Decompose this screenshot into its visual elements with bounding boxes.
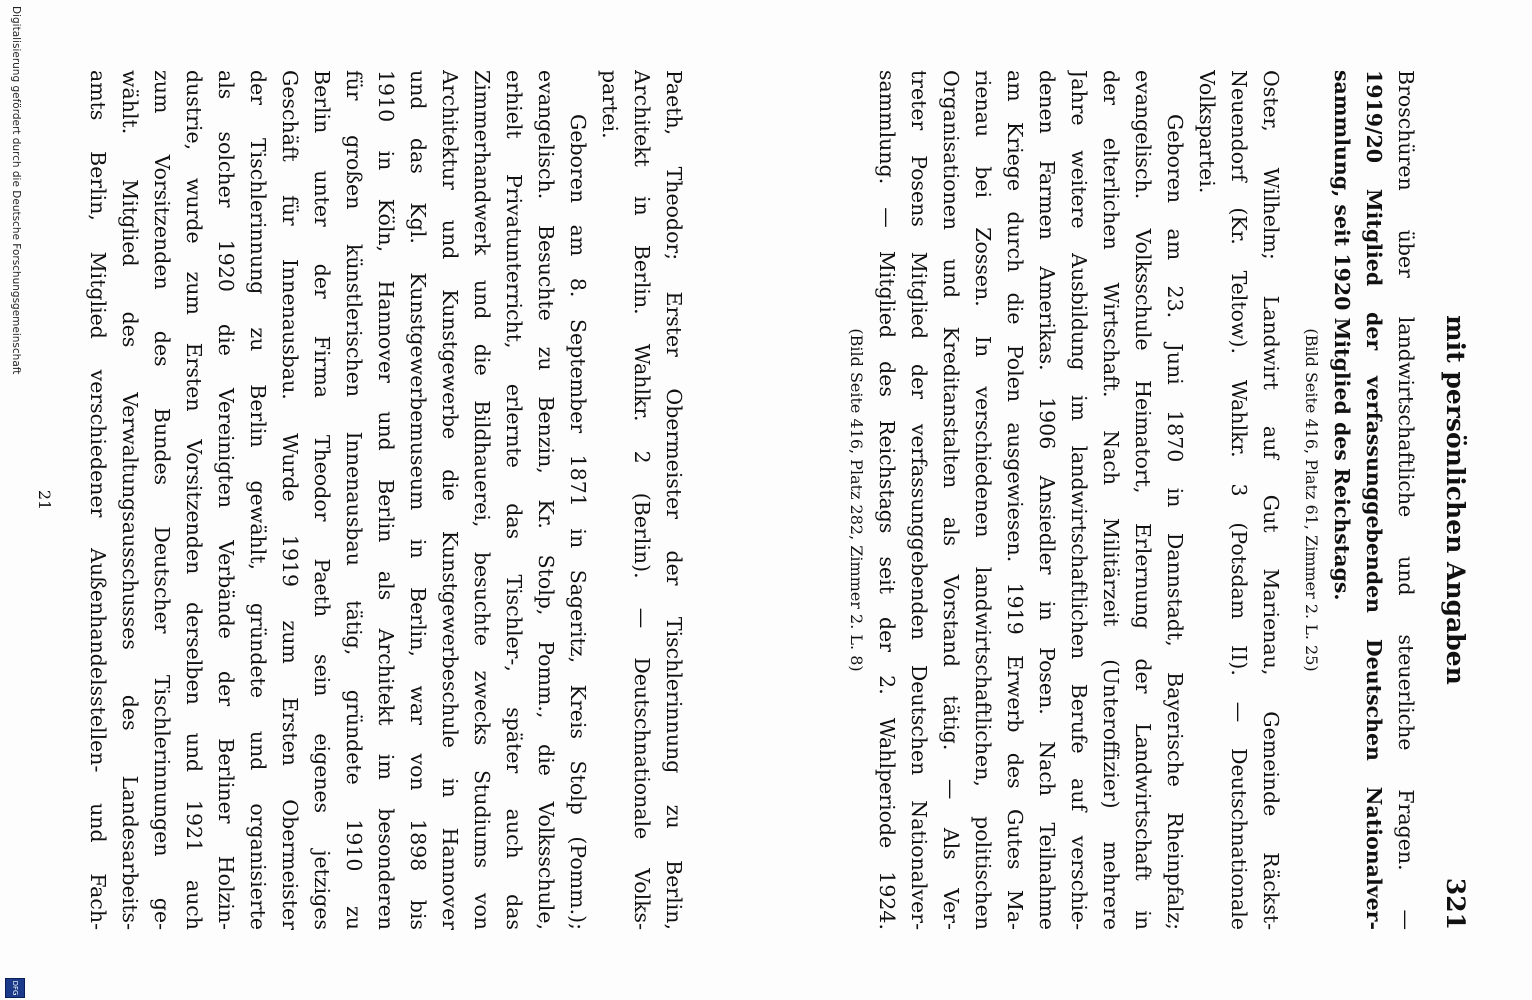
entry-heading-line: Neuendorf (Kr. Teltow). Wahlkr. 3 (Potsdam II). — Deutschnationale: [1227, 70, 1251, 930]
entry-body-line: Jahre weitere Ausbildung im landwirtschaftlichen Berufe auf verschie-: [1067, 70, 1091, 930]
entry-body-line: Geboren am 8. September 1871 in Sageritz, Kreis Stolp (Pomm.);: [566, 114, 590, 930]
entry-line: 1919/20 Mitglied der verfassunggebenden Deutschen Nationalver-: [1362, 70, 1386, 930]
entry-body-line: Organisationen und Kreditanstalten als Vorstand tätig. — Als Ver-: [939, 70, 963, 930]
page-number: 321: [1441, 877, 1470, 930]
image-reference: (Bild Seite 416, Platz 282, Zimmer 2. L. 8): [847, 328, 866, 672]
entry-body-line: 1910 in Köln, Hannover und Berlin als Architekt im besonderen: [374, 70, 398, 930]
entry-body-line: der elterlichen Wirtschaft. Nach Militärzeit (Unteroffizier) mehrere: [1099, 70, 1123, 930]
entry-body-line: Architektur und Kunstgewerbe die Kunstgewerbeschule in Hannover: [438, 70, 462, 930]
entry-heading-line: Oster, Wilhelm; Landwirt auf Gut Marienau, Gemeinde Räckst-: [1259, 70, 1283, 930]
entry-body-line: evangelisch. Volksschule Heimatort, Erlernung der Landwirtschaft in: [1131, 70, 1155, 930]
entry-heading-line: Volkspartei.: [1195, 70, 1219, 194]
entry-heading-line: partei.: [598, 70, 622, 139]
entry-body-line: erhielt Privatunterricht, erlernte das Tischler-, später auch das: [502, 70, 526, 930]
entry-body-line: als solcher 1920 die Vereinigten Verbände der Berliner Holzin-: [214, 70, 238, 930]
digitization-footer: [0, 0, 30, 1000]
entry-body-line: evangelisch. Besuchte zu Benzin, Kr. Stolp, Pomm., die Volksschule,: [534, 70, 558, 930]
entry-body-line: treter Posens Mitglied der verfassunggebenden Deutschen Nationalver-: [907, 70, 931, 930]
entry-line: Broschüren über landwirtschaftliche und steuerliche Fragen. —: [1394, 70, 1418, 930]
entry-paeth: [82, 70, 690, 930]
running-title: mit persönlichen Angaben: [1441, 315, 1470, 685]
digitization-credit: Digitalisierung gefördert durch die Deutsche Forschungsgemeinschaft: [10, 6, 22, 375]
entry-body-line: wählt. Mitglied des Verwaltungsausschusses des Landesarbeits-: [118, 70, 142, 930]
entry-body-line: amts Berlin, Mitglied verschiedener Außenhandelsstellen- und Fach-: [86, 70, 110, 930]
entry-body-line: dustrie, wurde zum Ersten Vorsitzenden derselben und 1921 auch: [182, 70, 206, 930]
entry-body-line: Geboren am 23. Juni 1870 in Dannstadt, Bayerische Rheinpfalz;: [1163, 114, 1187, 930]
entry-body: [871, 70, 1191, 930]
entry-body-line: am Kriege durch die Polen ausgewiesen. 1919 Erwerb des Gutes Ma-: [1003, 70, 1027, 930]
entry-oster: [843, 70, 1287, 930]
dfg-logo-icon: DFG: [5, 978, 25, 998]
folio-number: 21: [35, 489, 54, 511]
entry-continuation: [1298, 70, 1422, 930]
entry-line: sammlung, seit 1920 Mitglied des Reichstags.: [1330, 70, 1354, 601]
entry-heading-line: Architekt in Berlin. Wahlkr. 2 (Berlin). — Deutschnationale Volks-: [630, 70, 654, 930]
image-reference: (Bild Seite 416, Platz 61, Zimmer 2. L. 25): [1302, 328, 1321, 672]
entry-body-line: der Tischlerinnung zu Berlin gewählt, gründete und organisierte: [246, 70, 270, 930]
entry-body-line: Zimmerhandwerk und die Bildhauerei, besuchte zwecks Studiums von: [470, 70, 494, 930]
page-header: [1430, 70, 1470, 930]
entry-body-line: und das Kgl. Kunstgewerbemuseum in Berlin, war von 1898 bis: [406, 70, 430, 930]
entry-body-line: sammlung. — Mitglied des Reichstags seit der 2. Wahlperiode 1924.: [875, 70, 899, 930]
entry-heading-line: Paeth, Theodor; Erster Obermeister der Tischlerinnung zu Berlin,: [662, 70, 686, 930]
entry-body-line: Berlin unter der Firma Theodor Paeth sein eigenes jetziges: [310, 70, 334, 930]
entry-body: [82, 70, 594, 930]
entry-body-line: denen Farmen Amerikas. 1906 Ansiedler in Posen. Nach Teilnahme: [1035, 70, 1059, 930]
entry-body-line: rienau bei Zossen. In verschiedenen landwirtschaftlichen, politischen: [971, 70, 995, 930]
entry-body-line: zum Vorsitzenden des Bundes Deutscher Tischlerinnungen ge-: [150, 70, 174, 930]
entry-body-line: für großen künstlerischen Innenausbau tätig, gründete 1910 zu: [342, 70, 366, 930]
entry-body-line: Geschäft für Innenausbau. Wurde 1919 zum Ersten Obermeister: [278, 70, 302, 930]
